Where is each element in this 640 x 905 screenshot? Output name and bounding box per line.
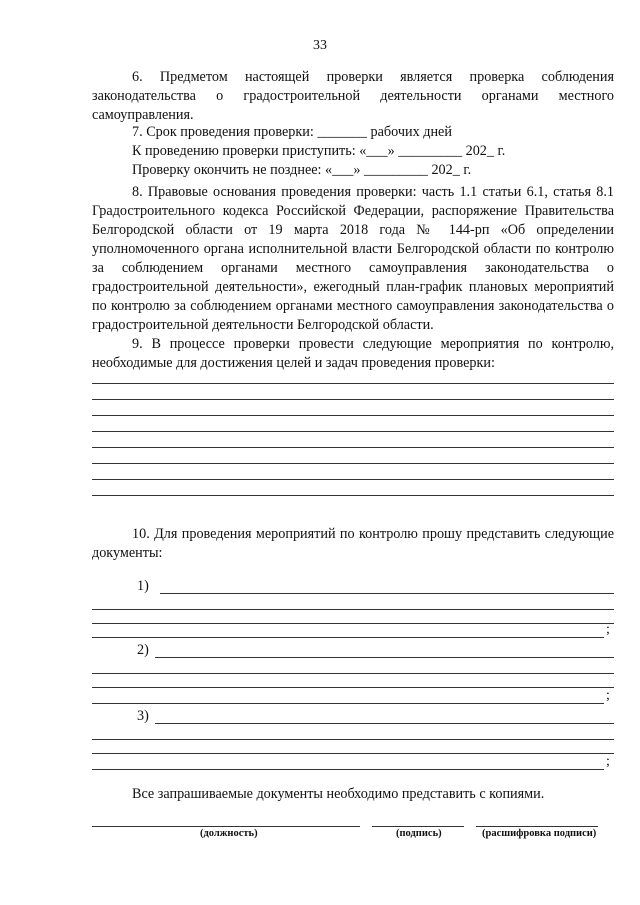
fill-line (92, 415, 614, 416)
fill-line (92, 703, 604, 704)
fill-line (92, 399, 614, 400)
section-6-subject: 6. Предметом настоящей проверки является проверка соблюдения законодательства о градостроительной деятельности органами местного самоуправления. (92, 69, 614, 123)
signature-label: (подпись) (396, 828, 442, 839)
fill-line (155, 657, 614, 658)
section-9-activities: 9. В процессе проверки провести следующие мероприятия по контролю, необходимые для достижения целей и задач проведения проверки: (92, 336, 614, 371)
decoding-line (476, 826, 598, 827)
item-end: ; (606, 688, 610, 703)
fill-line (92, 479, 614, 480)
fill-line (92, 769, 604, 770)
fill-line (92, 623, 614, 624)
fill-line (160, 593, 614, 594)
fill-line (92, 447, 614, 448)
fill-line (92, 431, 614, 432)
position-label: (должность) (200, 828, 258, 839)
section-8-legal-basis: 8. Правовые основания проведения проверки: часть 1.1 статьи 6.1, статья 8.1 Градостроительного кодекса Российской Федерации, распоряжение Правительства Белгородской области от 19 марта 2018 года № 144-рп «Об определении уполномоченного органа исполнительной власти Белгородской области по контролю за соблюдением органами местного самоуправления законодательства о градостроительной деятельности», ежегодный план-график плановых мероприятий по контролю за соблюдением органами местного самоуправления законодательства о градостроительной деятельности Белгородской области. (92, 184, 614, 333)
fill-line (92, 637, 604, 638)
item-number: 1) (137, 578, 149, 594)
section-7-duration (92, 123, 614, 180)
fill-line (92, 739, 614, 740)
position-line (92, 826, 360, 827)
fill-line (92, 673, 614, 674)
signature-line (372, 826, 464, 827)
end-date-line: Проверку окончить не позднее: «___» _________ 202_ г. (132, 162, 472, 178)
fill-line (92, 753, 614, 754)
item-number: 3) (137, 708, 149, 724)
fill-line (92, 383, 614, 384)
fill-line (155, 723, 614, 724)
fill-line (92, 463, 614, 464)
item-end: ; (606, 754, 610, 769)
item-end: ; (606, 622, 610, 637)
duration-line: 7. Срок проведения проверки: _______ рабочих дней (132, 124, 452, 140)
fill-line (92, 687, 614, 688)
fill-line (92, 609, 614, 610)
page-number: 33 (313, 38, 327, 53)
item-number: 2) (137, 642, 149, 658)
section-10-documents: 10. Для проведения мероприятий по контролю прошу представить следующие документы: (92, 526, 614, 561)
decoding-label: (расшифровка подписи) (482, 828, 597, 839)
closing-note: Все запрашиваемые документы необходимо представить с копиями. (132, 786, 545, 802)
start-date-line: К проведению проверки приступить: «___» _________ 202_ г. (132, 143, 506, 159)
fill-line (92, 495, 614, 496)
